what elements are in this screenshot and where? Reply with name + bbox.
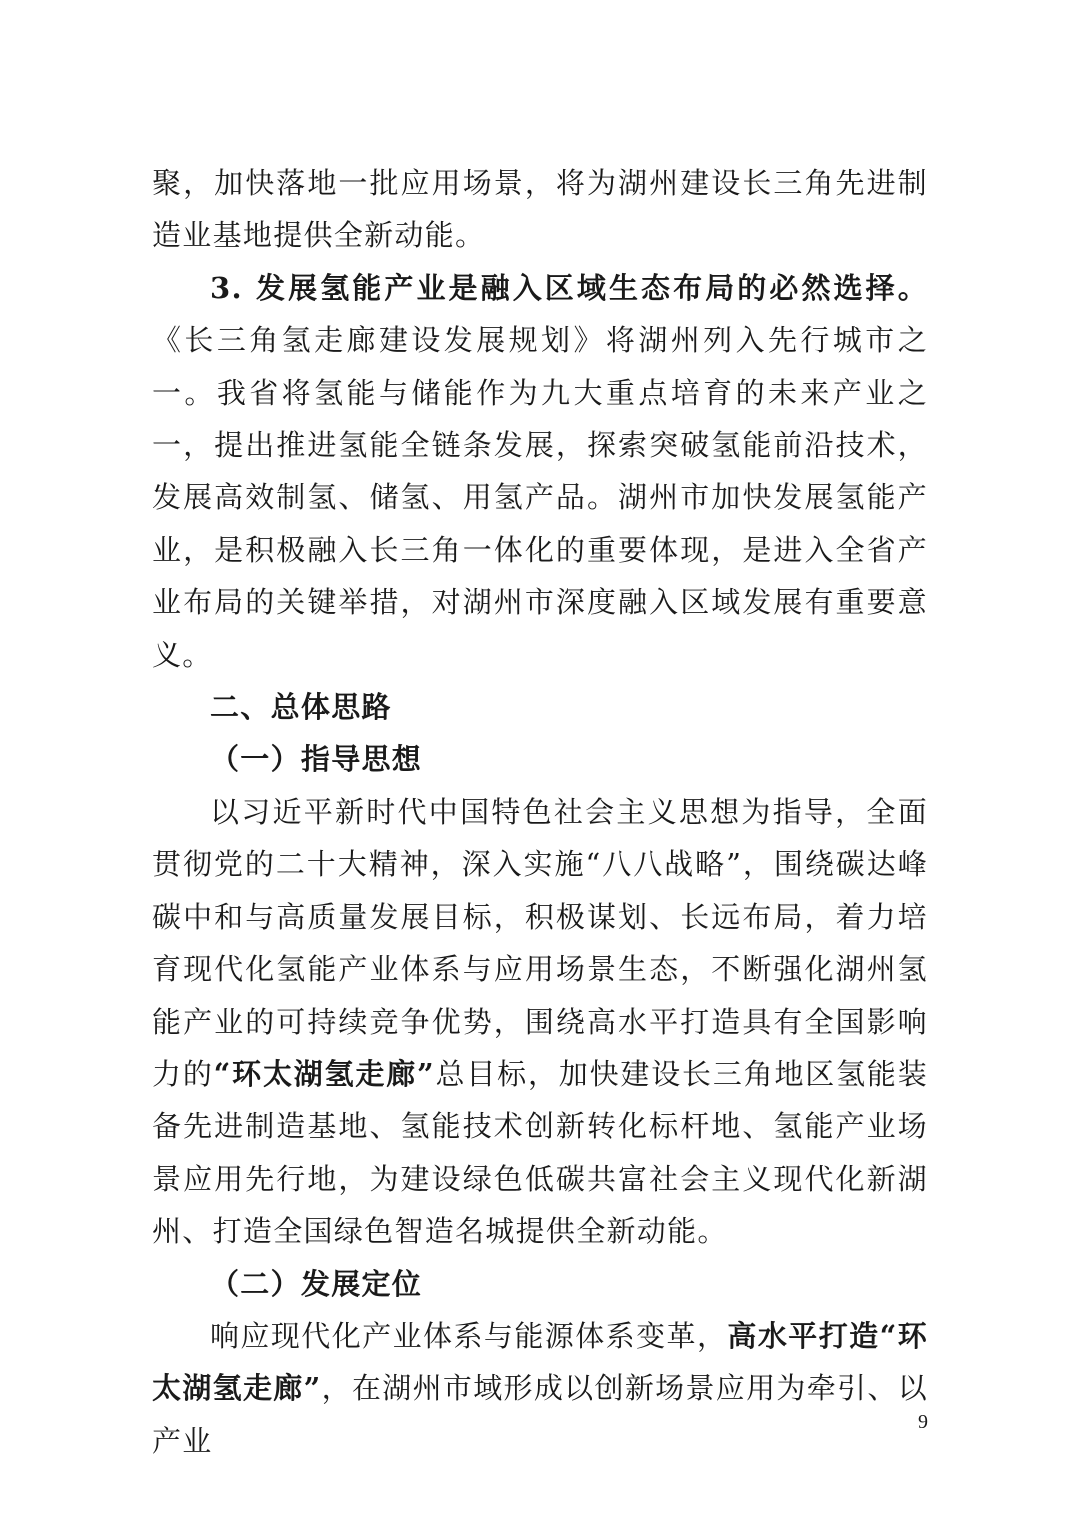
paragraph-text: 响应现代化产业体系与能源体系变革， xyxy=(210,1318,728,1353)
paragraph-development-positioning xyxy=(152,1310,928,1467)
paragraph-text: 总目标，加快建设长三角地区氢能装备先进制造基地、氢能技术创新转化标杆地、氢能产业场景应用先行地，为建设绿色低碳共富社会主义现代化新湖州、打造全国绿色智造名城提供全新动能。 xyxy=(152,1056,929,1249)
paragraph-intro: 聚，加快落地一批应用场景，将为湖州建设长三角先进制造业基地提供全新动能。 xyxy=(152,166,928,253)
paragraph-hydrogen-regional-layout xyxy=(152,262,928,681)
page-number: 9 xyxy=(918,1411,928,1433)
paragraph-body: 《长三角氢走廊建设发展规划》将湖州列入先行城市之一。我省将氢能与储能作为九大重点培育的未来产业之一，提出推进氢能全链条发展，探索突破氢能前沿技术，发展高效制氢、储氢、用氢产品。湖州市加快发展氢能产业，是积极融入长三角一体化的重要体现，是进入全省产业布局的关键举措，对湖州市深度融入区域发展有重要意义。 xyxy=(152,323,928,672)
document-body xyxy=(152,157,928,1467)
paragraph-text: 以习近平新时代中国特色社会主义思想为指导，全面贯彻党的二十大精神，深入实施“八八战略”，围绕碳达峰碳中和与高质量发展目标，积极谋划、长远布局，着力培育现代化氢能产业体系与应用场景生态，不断强化湖州氢能产业的可持续竞争优势，围绕高水平打造具有全国影响力的 xyxy=(152,794,928,1091)
paragraph-emphasis: “环太湖氢走廊” xyxy=(213,1056,435,1091)
paragraph-emphasis: 高水平打造“环太湖氢走廊” xyxy=(152,1318,928,1406)
section-title: 二、总体思路 xyxy=(210,690,392,725)
paragraph-bold-lead: 3. 发展氢能产业是融入区域生态布局的必然选择。 xyxy=(210,270,928,305)
paragraph-text: ，在湖州市域形成以创新场景应用为牵引、以产业 xyxy=(152,1371,928,1458)
subsection-title-guiding-thought: （一）指导思想 xyxy=(210,742,423,777)
paragraph-guiding-thought xyxy=(152,786,928,1258)
subsection-title-development-positioning: （二）发展定位 xyxy=(210,1266,423,1301)
